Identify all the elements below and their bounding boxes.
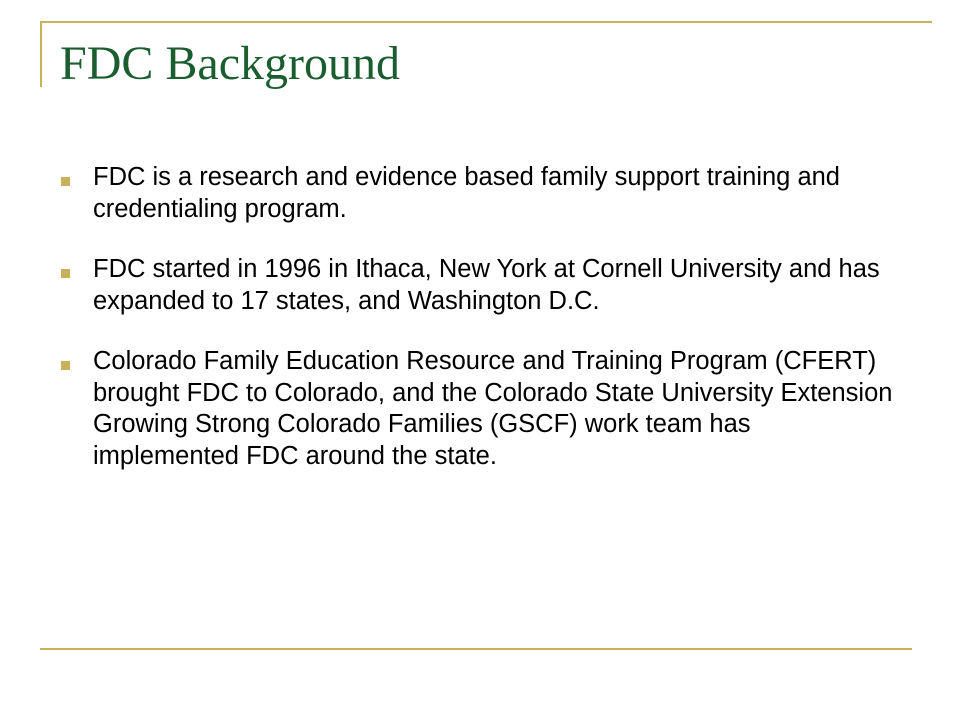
bullet-item xyxy=(60,254,900,317)
bullet-item xyxy=(60,346,900,472)
slide-title: FDC Background xyxy=(60,37,400,90)
square-bullet-icon xyxy=(61,361,70,370)
left-rule xyxy=(40,21,42,87)
bullet-list xyxy=(60,162,900,501)
bottom-rule xyxy=(40,648,912,650)
bullet-text: FDC is a research and evidence based family support training and credentialing program. xyxy=(93,163,840,223)
bullet-item xyxy=(60,162,900,225)
square-bullet-icon xyxy=(61,269,70,278)
top-rule xyxy=(40,21,932,23)
square-bullet-icon xyxy=(61,177,70,186)
bullet-text: FDC started in 1996 in Ithaca, New York at Cornell University and has expanded to 17 states, and Washington D.C. xyxy=(93,255,880,315)
bullet-text: Colorado Family Education Resource and Training Program (CFERT) brought FDC to Colorado, and the Colorado State University Extension Growing Strong Colorado Families (GSCF) work team has implemented FDC around the state. xyxy=(93,347,893,470)
